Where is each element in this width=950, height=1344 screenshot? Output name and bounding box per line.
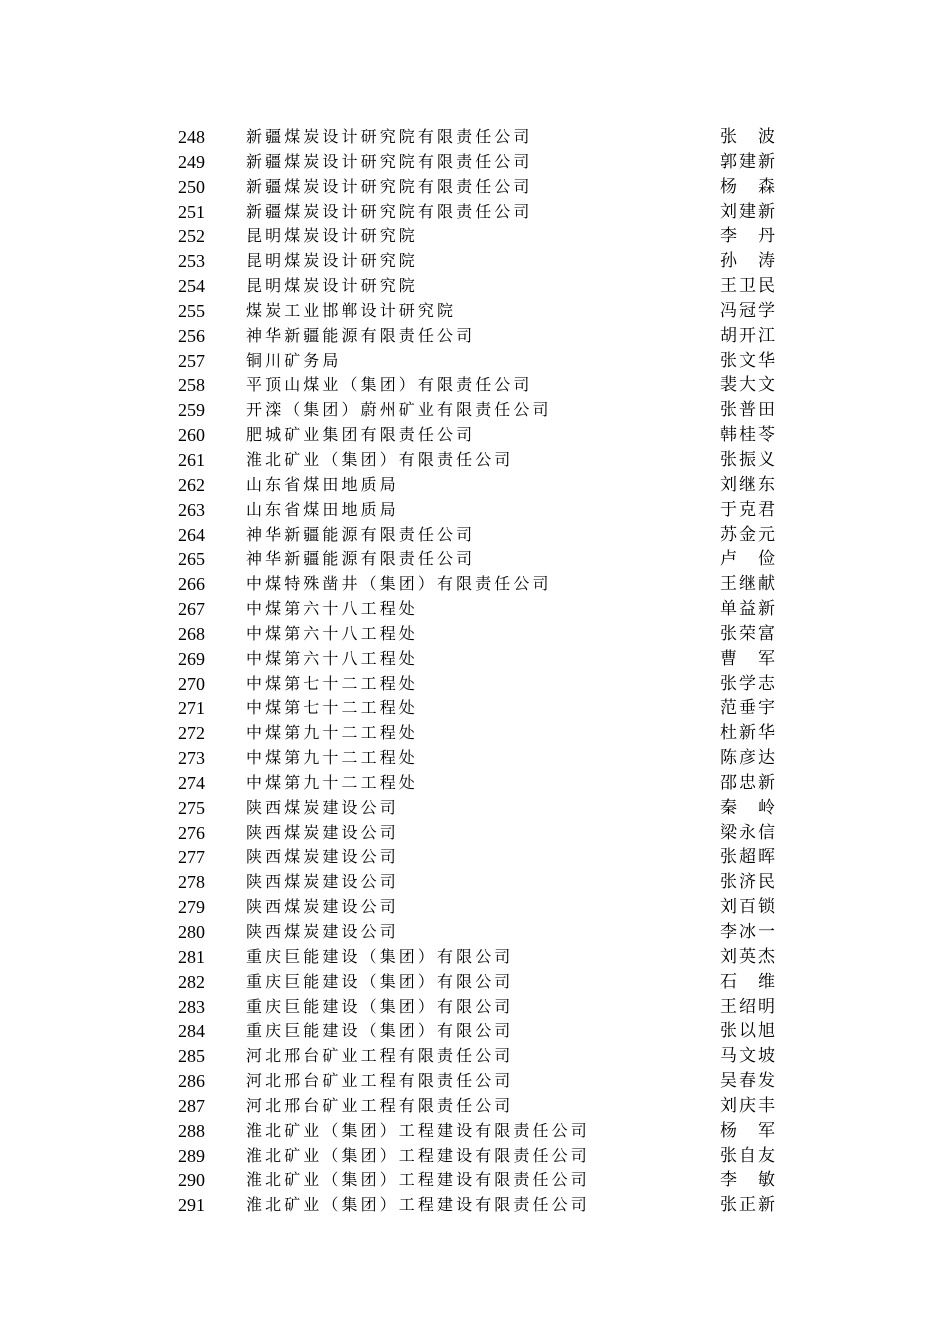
organization-name: 中煤第七十二工程处 — [246, 673, 418, 693]
list-row — [0, 547, 950, 572]
organization-name: 平顶山煤业（集团）有限责任公司 — [246, 375, 533, 395]
row-number: 261 — [178, 449, 205, 470]
row-number: 267 — [178, 599, 205, 620]
list-row — [0, 870, 950, 895]
row-number: 291 — [178, 1195, 205, 1216]
list-row — [0, 324, 950, 349]
list-row — [0, 622, 950, 647]
person-name: 孙 涛 — [720, 251, 775, 272]
row-number: 285 — [178, 1046, 205, 1067]
organization-name: 重庆巨能建设（集团）有限公司 — [246, 971, 514, 991]
organization-name: 肥城矿业集团有限责任公司 — [246, 425, 476, 445]
row-number: 282 — [178, 971, 205, 992]
person-name: 张学志 — [720, 673, 775, 694]
list-row — [0, 473, 950, 498]
person-name: 张超晖 — [720, 847, 775, 868]
organization-name: 陕西煤炭建设公司 — [246, 822, 399, 842]
list-row — [0, 1193, 950, 1218]
row-number: 286 — [178, 1071, 205, 1092]
list-row — [0, 821, 950, 846]
person-name: 秦 岭 — [720, 797, 775, 818]
organization-name: 中煤第九十二工程处 — [246, 772, 418, 792]
row-number: 283 — [178, 996, 205, 1017]
row-number: 260 — [178, 425, 205, 446]
organization-name: 河北邢台矿业工程有限责任公司 — [246, 1095, 514, 1115]
person-name: 刘百锁 — [720, 897, 775, 918]
row-number: 263 — [178, 499, 205, 520]
organization-name: 中煤第六十八工程处 — [246, 599, 418, 619]
person-name: 曹 军 — [720, 648, 775, 669]
person-name: 张自友 — [720, 1145, 775, 1166]
organization-name: 神华新疆能源有限责任公司 — [246, 549, 476, 569]
organization-name: 中煤第七十二工程处 — [246, 698, 418, 718]
person-name: 苏金元 — [720, 524, 775, 545]
list-row — [0, 175, 950, 200]
list-row — [0, 1069, 950, 1094]
row-number: 273 — [178, 748, 205, 769]
row-number: 274 — [178, 772, 205, 793]
row-number: 255 — [178, 300, 205, 321]
row-number: 259 — [178, 400, 205, 421]
organization-name: 淮北矿业（集团）工程建设有限责任公司 — [246, 1195, 590, 1215]
row-number: 287 — [178, 1095, 205, 1116]
organization-name: 陕西煤炭建设公司 — [246, 872, 399, 892]
organization-name: 神华新疆能源有限责任公司 — [246, 325, 476, 345]
person-name: 张 波 — [720, 127, 775, 147]
person-name: 张正新 — [720, 1195, 775, 1216]
row-number: 248 — [178, 127, 205, 147]
person-name: 刘英杰 — [720, 946, 775, 967]
list-row — [0, 448, 950, 473]
list-row — [0, 150, 950, 175]
organization-name: 中煤特殊凿井（集团）有限责任公司 — [246, 574, 552, 594]
person-name: 范垂宇 — [720, 698, 775, 719]
person-name: 裴大文 — [720, 375, 775, 396]
organization-name: 新疆煤炭设计研究院有限责任公司 — [246, 176, 533, 196]
person-name: 杨 森 — [720, 176, 775, 197]
list-row — [0, 721, 950, 746]
organization-name: 重庆巨能建设（集团）有限公司 — [246, 996, 514, 1016]
list-row — [0, 423, 950, 448]
list-row — [0, 498, 950, 523]
row-number: 271 — [178, 698, 205, 719]
list-row — [0, 572, 950, 597]
organization-name: 河北邢台矿业工程有限责任公司 — [246, 1046, 514, 1066]
person-name: 王绍明 — [720, 996, 775, 1017]
list-row — [0, 970, 950, 995]
row-number: 277 — [178, 847, 205, 868]
person-name: 王继献 — [720, 574, 775, 595]
person-name: 李 丹 — [720, 226, 775, 247]
person-name: 卢 俭 — [720, 549, 775, 570]
row-number: 249 — [178, 151, 205, 172]
person-name: 马文坡 — [720, 1046, 775, 1067]
row-number: 264 — [178, 524, 205, 545]
organization-name: 开滦（集团）蔚州矿业有限责任公司 — [246, 400, 552, 420]
list-row — [0, 796, 950, 821]
list-row — [0, 945, 950, 970]
list-row — [0, 1019, 950, 1044]
list-row — [0, 647, 950, 672]
organization-name: 神华新疆能源有限责任公司 — [246, 524, 476, 544]
row-number: 262 — [178, 474, 205, 495]
person-name: 单益新 — [720, 599, 775, 620]
person-name: 张荣富 — [720, 623, 775, 644]
organization-name: 陕西煤炭建设公司 — [246, 797, 399, 817]
row-number: 252 — [178, 226, 205, 247]
row-number: 289 — [178, 1145, 205, 1166]
row-number: 278 — [178, 872, 205, 893]
person-name: 郭建新 — [720, 151, 775, 172]
row-number: 272 — [178, 723, 205, 744]
row-number: 251 — [178, 201, 205, 222]
person-name: 张振义 — [720, 449, 775, 470]
organization-name: 煤炭工业邯郸设计研究院 — [246, 300, 457, 320]
row-number: 265 — [178, 549, 205, 570]
row-number: 268 — [178, 623, 205, 644]
person-name: 刘建新 — [720, 201, 775, 222]
row-number: 270 — [178, 673, 205, 694]
list-row — [0, 1168, 950, 1193]
organization-name: 铜川矿务局 — [246, 350, 342, 370]
list-row — [0, 349, 950, 374]
person-name: 胡开江 — [720, 325, 775, 346]
list-row — [0, 274, 950, 299]
organization-name: 昆明煤炭设计研究院 — [246, 251, 418, 271]
person-name: 刘庆丰 — [720, 1095, 775, 1116]
organization-name: 重庆巨能建设（集团）有限公司 — [246, 1021, 514, 1041]
list-row — [0, 1144, 950, 1169]
person-name: 杨 军 — [720, 1120, 775, 1141]
organization-name: 昆明煤炭设计研究院 — [246, 226, 418, 246]
person-name: 杜新华 — [720, 723, 775, 744]
list-row — [0, 373, 950, 398]
person-name: 李冰一 — [720, 922, 775, 942]
person-name: 韩桂苓 — [720, 425, 775, 446]
list-row — [0, 672, 950, 697]
organization-name: 河北邢台矿业工程有限责任公司 — [246, 1071, 514, 1091]
organization-name: 重庆巨能建设（集团）有限公司 — [246, 946, 514, 966]
organization-name: 山东省煤田地质局 — [246, 499, 399, 519]
row-number: 266 — [178, 574, 205, 595]
organization-name: 陕西煤炭建设公司 — [246, 922, 399, 941]
organization-name: 陕西煤炭建设公司 — [246, 897, 399, 917]
person-name: 张以旭 — [720, 1021, 775, 1042]
organization-name: 中煤第九十二工程处 — [246, 748, 418, 768]
organization-name: 淮北矿业（集团）工程建设有限责任公司 — [246, 1170, 590, 1190]
person-name: 于克君 — [720, 499, 775, 520]
name-list — [0, 125, 950, 1218]
row-number: 269 — [178, 648, 205, 669]
row-number: 281 — [178, 946, 205, 967]
list-row — [0, 398, 950, 423]
person-name: 石 维 — [720, 971, 775, 992]
person-name: 邵忠新 — [720, 772, 775, 793]
row-number: 254 — [178, 276, 205, 297]
organization-name: 新疆煤炭设计研究院有限责任公司 — [246, 151, 533, 171]
organization-name: 淮北矿业（集团）工程建设有限责任公司 — [246, 1120, 590, 1140]
list-row — [0, 696, 950, 721]
organization-name: 昆明煤炭设计研究院 — [246, 276, 418, 296]
organization-name: 山东省煤田地质局 — [246, 474, 399, 494]
row-number: 250 — [178, 176, 205, 197]
list-row — [0, 771, 950, 796]
person-name: 李 敏 — [720, 1170, 775, 1191]
list-row — [0, 1119, 950, 1144]
person-name: 梁永信 — [720, 822, 775, 843]
list-row — [0, 895, 950, 920]
person-name: 陈彦达 — [720, 748, 775, 769]
organization-name: 中煤第六十八工程处 — [246, 623, 418, 643]
organization-name: 淮北矿业（集团）工程建设有限责任公司 — [246, 1145, 590, 1165]
list-row — [0, 845, 950, 870]
organization-name: 中煤第九十二工程处 — [246, 723, 418, 743]
person-name: 冯冠学 — [720, 300, 775, 321]
list-row — [0, 995, 950, 1020]
row-number: 276 — [178, 822, 205, 843]
list-row — [0, 1094, 950, 1119]
row-number: 279 — [178, 897, 205, 918]
list-row — [0, 200, 950, 225]
row-number: 258 — [178, 375, 205, 396]
organization-name: 淮北矿业（集团）有限责任公司 — [246, 449, 514, 469]
organization-name: 陕西煤炭建设公司 — [246, 847, 399, 867]
person-name: 王卫民 — [720, 276, 775, 297]
list-row — [0, 125, 950, 150]
organization-name: 中煤第六十八工程处 — [246, 648, 418, 668]
list-row — [0, 746, 950, 771]
person-name: 吴春发 — [720, 1071, 775, 1092]
organization-name: 新疆煤炭设计研究院有限责任公司 — [246, 127, 533, 146]
row-number: 280 — [178, 922, 205, 942]
person-name: 刘继东 — [720, 474, 775, 495]
person-name: 张普田 — [720, 400, 775, 421]
list-row — [0, 249, 950, 274]
row-number: 257 — [178, 350, 205, 371]
list-row — [0, 1044, 950, 1069]
list-row — [0, 523, 950, 548]
row-number: 288 — [178, 1120, 205, 1141]
organization-name: 新疆煤炭设计研究院有限责任公司 — [246, 201, 533, 221]
person-name: 张济民 — [720, 872, 775, 893]
list-row — [0, 299, 950, 324]
list-row — [0, 597, 950, 622]
row-number: 253 — [178, 251, 205, 272]
person-name: 张文华 — [720, 350, 775, 371]
list-row — [0, 224, 950, 249]
list-row — [0, 920, 950, 945]
row-number: 256 — [178, 325, 205, 346]
row-number: 284 — [178, 1021, 205, 1042]
row-number: 275 — [178, 797, 205, 818]
row-number: 290 — [178, 1170, 205, 1191]
